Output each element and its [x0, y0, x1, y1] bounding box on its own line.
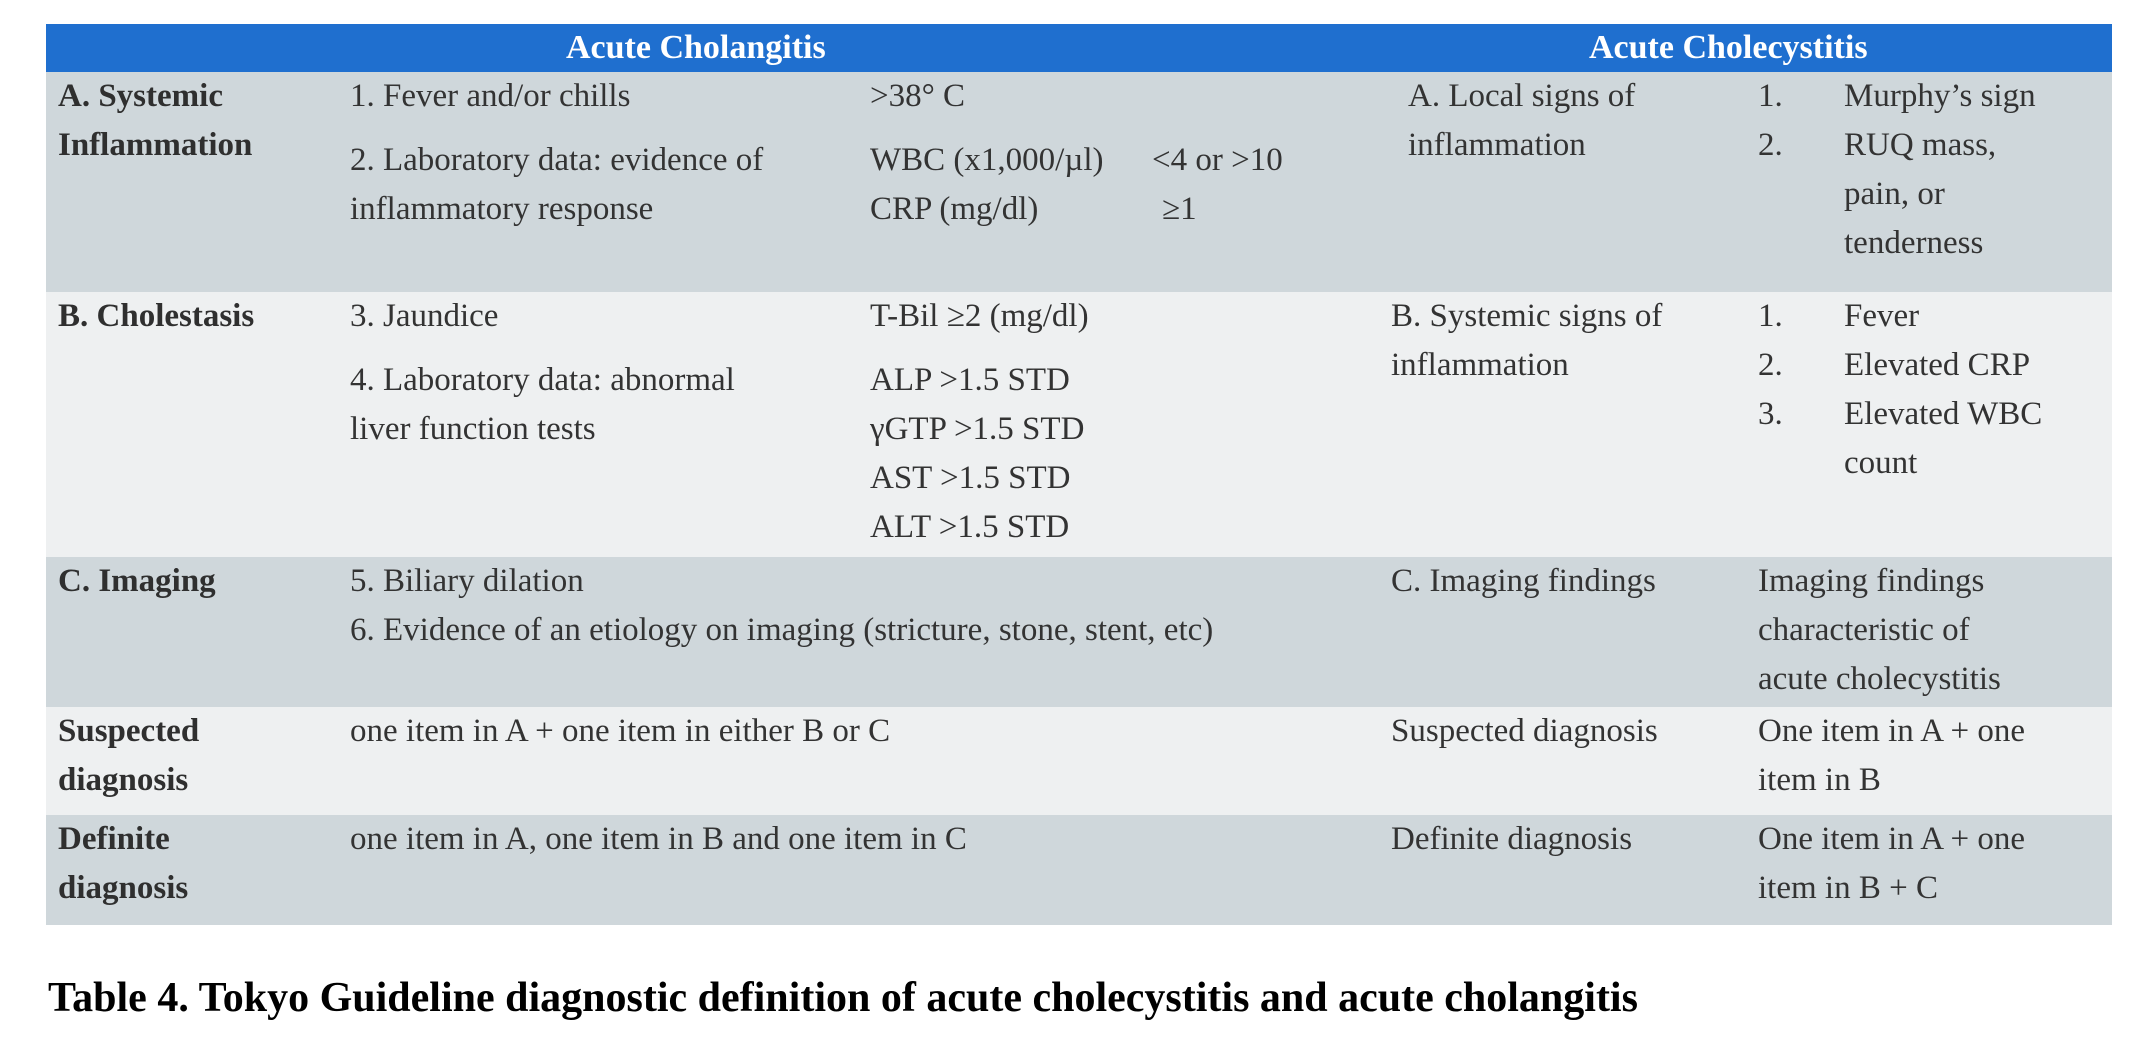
table-header [46, 24, 2112, 72]
crp-value: ≥1 [1162, 191, 1197, 227]
value-line: item in B + C [1758, 870, 1938, 906]
definite-cholecystitis-label: Definite diagnosis [1391, 821, 1633, 857]
criterion-line: inflammatory response [350, 191, 654, 227]
definite-cholecystitis-rule [1758, 815, 2025, 913]
suspected-cholecystitis-rule [1758, 707, 2025, 805]
criterion-lab-inflammatory [350, 136, 763, 234]
ast-value: AST >1.5 STD [870, 460, 1071, 496]
value-line: item in B [1758, 762, 1881, 798]
row-label-line: Inflammation [58, 127, 253, 163]
criterion-etiology-imaging: 6. Evidence of an etiology on imaging (stricture, stone, stent, etc) [350, 612, 1214, 648]
criterion-line: 4. Laboratory data: abnormal [350, 362, 735, 398]
criterion-line: liver function tests [350, 411, 596, 447]
value-line: acute cholecystitis [1758, 661, 2001, 697]
criterion-fever: 1. Fever and/or chills [350, 78, 631, 114]
list-number: 2. [1758, 127, 1783, 163]
item-line: Elevated WBC [1844, 396, 2043, 432]
table-row-suspected-diagnosis [46, 707, 2112, 815]
alp-value: ALP >1.5 STD [870, 362, 1070, 398]
item-line: pain, or [1844, 176, 1945, 212]
row-label-line: Definite [58, 821, 170, 857]
criterion-lab-liver-function [350, 356, 735, 454]
label-line: B. Systemic signs of [1391, 298, 1663, 334]
diagnostic-table [46, 24, 2112, 925]
wbc-value: <4 or >10 [1152, 142, 1283, 178]
crp-label: CRP (mg/dl) [870, 191, 1039, 227]
cholecystitis-local-signs-label [1408, 72, 1635, 170]
definite-cholangitis-rule: one item in A, one item in B and one item in C [350, 821, 967, 857]
label-line: A. Local signs of [1408, 78, 1636, 114]
elevated-crp-item: Elevated CRP [1844, 347, 2031, 383]
criterion-line: 2. Laboratory data: evidence of [350, 142, 764, 178]
row-label-suspected [58, 707, 199, 805]
list-number: 2. [1758, 347, 1783, 383]
row-label-line: A. Systemic [58, 78, 223, 114]
ggtp-value: γGTP >1.5 STD [870, 411, 1085, 447]
ruq-mass-pain-tenderness [1844, 121, 1996, 268]
cholecystitis-imaging-value [1758, 557, 2001, 704]
liver-test-values [870, 356, 1084, 552]
suspected-cholecystitis-label: Suspected diagnosis [1391, 713, 1658, 749]
table-row-imaging [46, 557, 2112, 707]
value-line: One item in A + one [1758, 821, 2025, 857]
criterion-biliary-dilation: 5. Biliary dilation [350, 563, 584, 599]
header-acute-cholecystitis: Acute Cholecystitis [1589, 29, 1868, 66]
value-line: Imaging findings [1758, 563, 1985, 599]
table-row-cholestasis [46, 292, 2112, 557]
criterion-jaundice: 3. Jaundice [350, 298, 499, 334]
label-line: inflammation [1408, 127, 1586, 163]
value-line: One item in A + one [1758, 713, 2025, 749]
cholecystitis-imaging-label: C. Imaging findings [1391, 563, 1656, 599]
list-number: 1. [1758, 298, 1783, 334]
row-label-systemic [58, 72, 252, 170]
fever-item: Fever [1844, 298, 1920, 334]
row-label-definite [58, 815, 188, 913]
row-label-line: diagnosis [58, 762, 189, 798]
criterion-fever-value: >38° C [870, 78, 966, 114]
elevated-wbc-item [1844, 390, 2042, 488]
table-caption: Table 4. Tokyo Guideline diagnostic definition of acute cholecystitis and acute cholangitis [48, 975, 1638, 1021]
suspected-cholangitis-rule: one item in A + one item in either B or C [350, 713, 891, 749]
item-line: tenderness [1844, 225, 1984, 261]
row-label-imaging: C. Imaging [58, 563, 216, 599]
row-label-cholestasis: B. Cholestasis [58, 298, 255, 334]
table-row-definite-diagnosis [46, 815, 2112, 925]
row-label-line: diagnosis [58, 870, 189, 906]
label-line: inflammation [1391, 347, 1569, 383]
alt-value: ALT >1.5 STD [870, 509, 1070, 545]
list-number: 3. [1758, 396, 1783, 432]
value-line: characteristic of [1758, 612, 1970, 648]
item-line: count [1844, 445, 1918, 481]
header-acute-cholangitis: Acute Cholangitis [566, 29, 826, 66]
row-label-line: Suspected [58, 713, 200, 749]
table-row-systemic-inflammation [46, 72, 2112, 292]
item-line: RUQ mass, [1844, 127, 1997, 163]
list-number: 1. [1758, 78, 1783, 114]
criterion-jaundice-value: T-Bil ≥2 (mg/dl) [870, 298, 1089, 334]
wbc-label: WBC (x1,000/µl) [870, 142, 1104, 178]
cholecystitis-systemic-signs-label [1391, 292, 1662, 390]
murphys-sign: Murphy’s sign [1844, 78, 2036, 114]
